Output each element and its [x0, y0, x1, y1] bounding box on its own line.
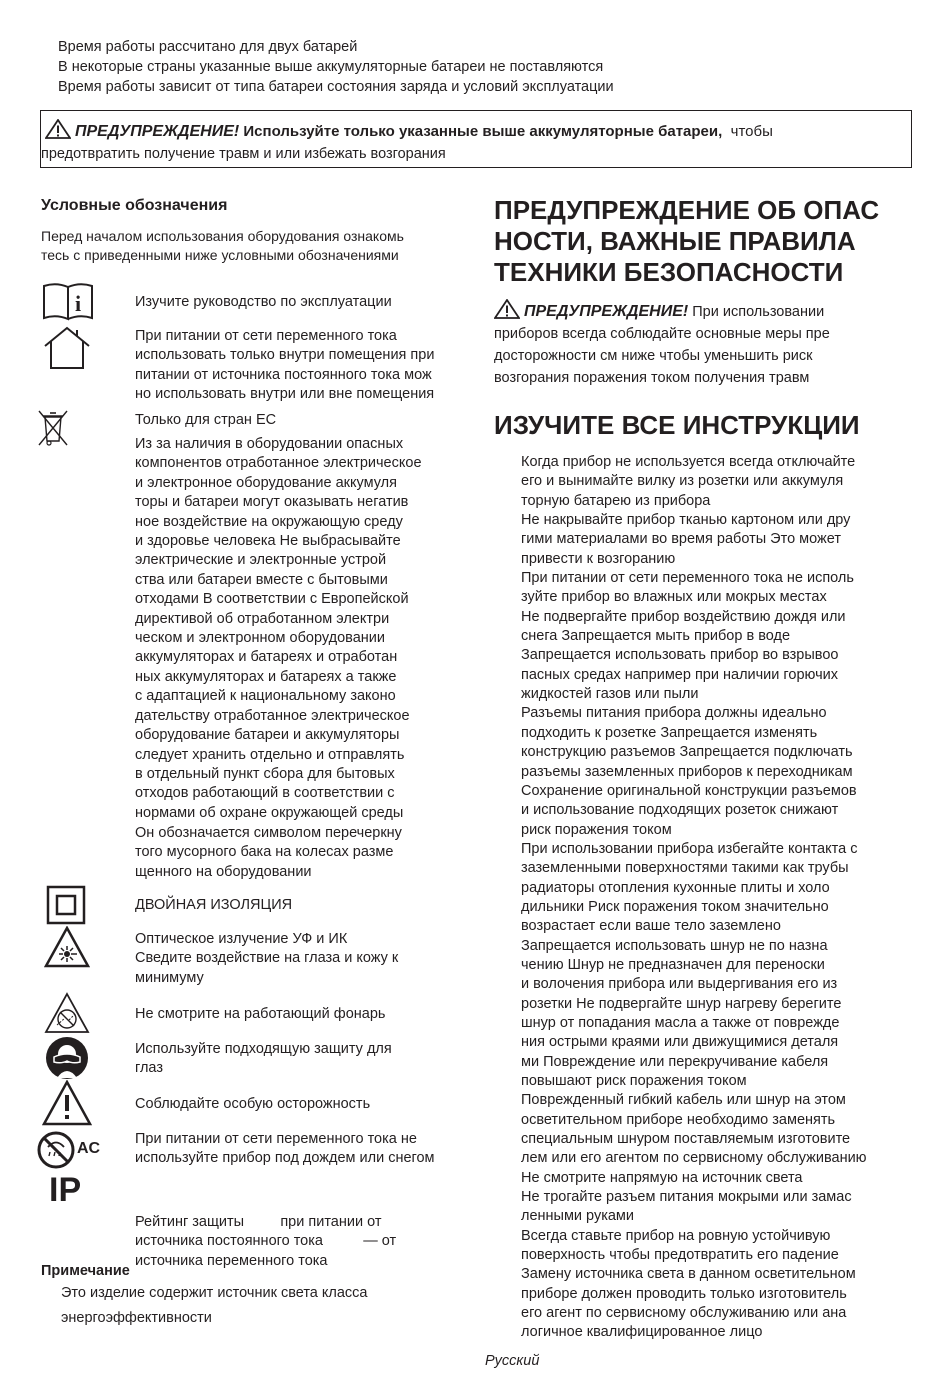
warning-triangle-icon: [494, 299, 520, 319]
list-item: Не накрывайте прибор тканью картоном или дру гими материалами во время работы Это может привести к возгоранию: [521, 512, 851, 567]
list-item: Когда прибор не используется всегда отключайте его и вынимайте вилку из розетки или аккумуля торную батарею из прибора: [521, 454, 856, 509]
warning-line2: предотвратить получение травм и или избежать возгорания: [41, 146, 446, 162]
symbols-intro-line: Перед началом использования оборудования ознакомь: [41, 228, 404, 244]
indoor-use-house-icon: [42, 326, 92, 370]
eye-protection-icon: [45, 1036, 89, 1080]
symbol-eu-text: Только для стран ЕС: [135, 412, 277, 428]
caution-triangle-icon: [42, 1080, 92, 1126]
note-title: Примечание: [41, 1263, 130, 1279]
svg-text:i: i: [75, 291, 82, 316]
symbol-optical-text: Оптическое излучение УФ и ИК Сведите воздействие на глаза и кожу к минимуму: [135, 931, 399, 986]
warning-bold-text: Используйте только указанные выше аккумуляторные батареи,: [243, 123, 723, 140]
optical-radiation-icon: [44, 926, 90, 968]
list-item: Разъемы питания прибора должны идеально подходить к розетке Запрещается изменять конструкцию разъемов Запрещается подключать разъемы заземленных приборов к переходникам Сохранение оригинальной конструкции разъемов и использование подходящих розеток снижают риск поражения током: [521, 705, 857, 838]
list-item: Не трогайте разъем питания мокрыми или замас ленными руками: [521, 1189, 852, 1225]
symbols-intro-line: тесь с приведенными ниже условными обозначениями: [41, 247, 399, 264]
intro-line: Время работы зависит от типа батареи состояния заряда и условий эксплуатации: [58, 79, 614, 95]
ac-label: AC: [77, 1140, 101, 1157]
symbol-no-stare-text: Не смотрите на работающий фонарь: [135, 1006, 386, 1022]
safety-warning-label: ПРЕДУПРЕЖДЕНИЕ!: [524, 303, 689, 320]
symbol-caution-text: Соблюдайте особую осторожность: [135, 1096, 371, 1112]
double-insulation-icon: [46, 885, 86, 925]
symbol-weee-text-2: Он обозначается символом перечеркну того мусорного бака на колесах разме щенного на оборудовании: [135, 825, 402, 880]
list-item: Поврежденный гибкий кабель или шнур на этом осветительном приборе необходимо заменять специальным шнуром поставляемым изготовите лем или его агентом по сервисному обслуживанию: [521, 1092, 867, 1167]
list-item: Не подвергайте прибор воздействию дождя или снега Запрещается мыть прибор в воде: [521, 608, 846, 645]
symbol-double-insulation-text: ДВОЙНАЯ ИЗОЛЯЦИЯ: [135, 897, 293, 913]
symbol-ip-text: Рейтинг защиты при питании от источника постоянного тока — от источника переменного тока: [135, 1213, 397, 1269]
note-text: Это изделие содержит источник света класса энергоэффективности: [61, 1285, 368, 1326]
symbols-intro: [41, 227, 404, 266]
ip-rating-icon: IP: [49, 1171, 82, 1209]
no-rain-icon: [36, 1130, 76, 1170]
symbol-ac-rain-text: При питании от сети переменного тока не используйте прибор под дождем или снегом: [135, 1131, 435, 1167]
symbol-indoor-text: При питании от сети переменного тока использовать только внутри помещения при питании от источника постоянного тока мож но использовать внутри или вне помещения: [135, 328, 435, 403]
list-item: При использовании прибора избегайте контакта с заземленными поверхностями такими как трубы радиаторы отопления кухонные плиты и холо дильники Риск поражения током значительно возрастает если ваше тело заземлено: [521, 840, 858, 935]
safety-warning-first: При использовании: [692, 304, 825, 320]
page-footer-language: Русский: [485, 1353, 540, 1369]
warning-label: ПРЕДУПРЕЖДЕНИЕ!: [75, 123, 240, 140]
intro-lines: [58, 37, 614, 97]
list-item: Запрещается использовать шнур не по назна чению Шнур не предназначен для переноски и волочения прибора или выдергивания его из розетки Не подвергайте шнур нагреву берегите шнур от попадания масла а также от поврежде ния острыми краями или движущимися деталя ми Повреждение или перекручивание кабеля повышают риск поражения током: [521, 937, 842, 1089]
list-item: Замену источника света в данном осветительном приборе должен проводить только изготовитель его агент по сервисному обслуживанию или ана логичное квалифицированное лицо: [521, 1266, 856, 1341]
symbol-manual-text: Изучите руководство по эксплуатации: [135, 294, 392, 310]
list-item: Не смотрите напрямую на источник света: [521, 1169, 803, 1186]
warning-tail: чтобы: [730, 123, 773, 140]
symbols-title: Условные обозначения: [41, 197, 228, 214]
do-not-stare-lamp-icon: [44, 992, 90, 1034]
warning-triangle-icon: [45, 119, 71, 139]
safety-heading: ПРЕДУПРЕЖДЕНИЕ ОБ ОПАС НОСТИ, ВАЖНЫЕ ПРАВИЛА ТЕХНИКИ БЕЗОПАСНОСТИ: [494, 195, 880, 287]
list-item: Всегда ставьте прибор на ровную устойчивую поверхность чтобы предотвратить его падение: [521, 1227, 839, 1264]
battery-warning-box: [40, 110, 912, 168]
read-instructions-heading: ИЗУЧИТЕ ВСЕ ИНСТРУКЦИИ: [494, 410, 860, 440]
list-item: Запрещается использовать прибор во взрывоо пасных средах например при наличии горючих жидкостей газов или пыли: [521, 647, 839, 703]
list-item: При питании от сети переменного тока не исполь зуйте прибор во влажных или мокрых местах: [521, 570, 854, 606]
symbol-weee-text: Из за наличия в оборудовании опасных компонентов отработанное электрическое и электронное оборудование аккумуля торы и батареи могут оказывать негатив ное воздействие на окружающую среду и здоровье человека Не выбрасывайте электрические и электронные устрой ства или батареи вместе с бытовыми отходами В соответствии с Европейской директивой об отработанном электри ческом и электронном оборудовании аккумуляторах и батареях и отработан ных аккумуляторах и батареях а также с адаптацией к национальному законо дательству отработанное электрическое оборудование батареи и аккумуляторы следует хранить отдельно и отправлять в отдельный пункт сбора для бытовых отходов работающий в соответствии с нормами об охране окружающей среды: [135, 436, 422, 821]
safety-instructions-list: [521, 453, 921, 1343]
intro-line: Время работы рассчитано для двух батарей: [58, 39, 358, 55]
crossed-wheelie-bin-icon: [36, 409, 70, 447]
safety-warning-paragraph: ПРЕДУПРЕЖДЕНИЕ! При использовании приборов всегда соблюдайте основные меры пре досторожности см ниже чтобы уменьшить риск возгорания поражения током получения травм: [494, 299, 894, 389]
intro-line: В некоторые страны указанные выше аккумуляторные батареи не поставляются: [58, 59, 604, 75]
symbol-eye-protection-text: Используйте подходящую защиту для глаз: [135, 1041, 392, 1077]
read-manual-icon: [42, 283, 94, 321]
